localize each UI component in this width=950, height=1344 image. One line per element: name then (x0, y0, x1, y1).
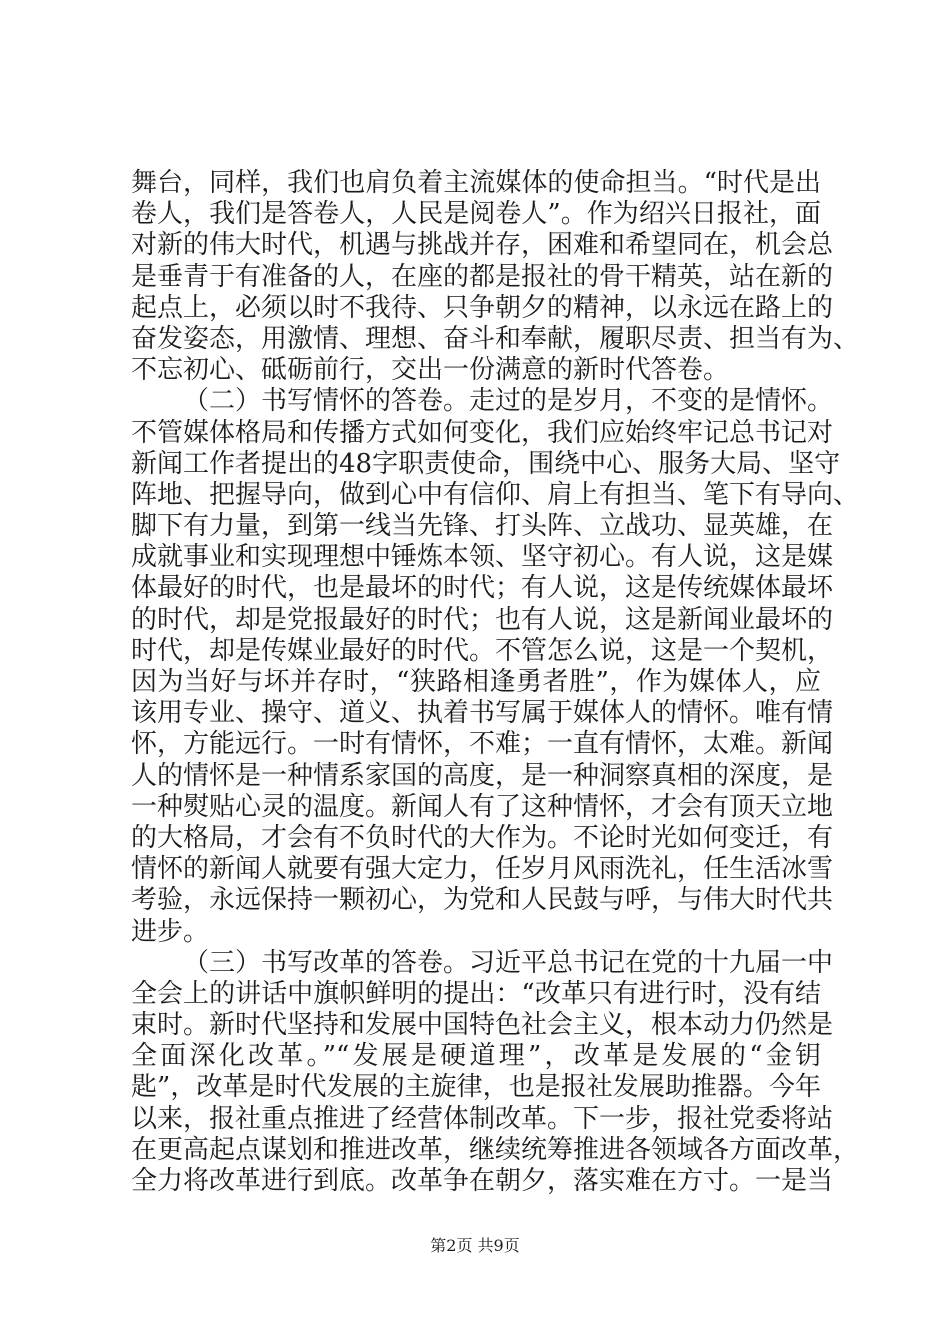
text-line: 时代，却是传媒业最好的时代。不管怎么说，这是一个契机， (131, 635, 834, 666)
text-line: 对新的伟大时代，机遇与挑战并存，困难和希望同在，机会总 (131, 230, 834, 261)
text-line: 全力将改革进行到底。改革争在朝夕，落实难在方寸。一是当 (131, 1166, 834, 1196)
paragraph (131, 947, 860, 1198)
text-line: 全会上的讲话中旗帜鲜明的提出：“改革只有进行时，没有结 (131, 978, 821, 1009)
text-line: 怀，方能远行。一时有情怀，不难；一直有情怀，太难。新闻 (131, 729, 834, 760)
text-line: 是垂青于有准备的人，在座的都是报社的骨干精英，站在新的 (131, 261, 834, 292)
text-line: 的大格局，才会有不负时代的大作为。不论时光如何变迁，有 (131, 822, 834, 853)
text-line: 阵地、把握导向，做到心中有信仰、肩上有担当、笔下有导向、 (131, 479, 860, 510)
text-line: 匙”，改革是时代发展的主旋律，也是报社发展助推器。今年 (131, 1072, 821, 1103)
page-footer: 第2页 共9页 (430, 1236, 520, 1255)
text-line: 不忘初心、砥砺前行，交出一份满意的新时代答卷。 (131, 355, 730, 386)
text-line: 全面深化改革。”“发展是硬道理”，改革是发展的“金钥 (131, 1041, 821, 1072)
text-line: 脚下有力量，到第一线当先锋、打头阵、立战功、显英雄，在 (131, 511, 834, 542)
text-line: （三）书写改革的答卷。习近平总书记在党的十九届一中 (183, 947, 834, 978)
text-line: 情怀的新闻人就要有强大定力，任岁月风雨洗礼，任生活冰雪 (131, 854, 834, 885)
text-line: 一种熨贴心灵的温度。新闻人有了这种情怀，才会有顶天立地 (131, 791, 834, 822)
text-line: 在更高起点谋划和推进改革，继续统筹推进各领域各方面改革， (131, 1134, 860, 1165)
paragraph (131, 386, 860, 947)
text-line: 该用专业、操守、道义、执着书写属于媒体人的情怀。唯有情 (131, 698, 834, 729)
text-line: 进步。 (131, 916, 210, 947)
text-line: 不管媒体格局和传播方式如何变化，我们应始终牢记总书记对 (131, 417, 834, 448)
text-line: 因为当好与坏并存时，“狭路相逢勇者胜”，作为媒体人，应 (131, 667, 821, 697)
document-body (131, 168, 860, 1197)
text-line: 束时。新时代坚持和发展中国特色社会主义，根本动力仍然是 (131, 1010, 834, 1041)
text-line: 起点上，必须以时不我待、只争朝夕的精神，以永远在路上的 (131, 292, 834, 323)
text-line: 舞台，同样，我们也肩负着主流媒体的使命担当。“时代是出 (131, 168, 821, 198)
text-line: （二）书写情怀的答卷。走过的是岁月，不变的是情怀。 (183, 386, 834, 417)
text-line: 成就事业和实现理想中锤炼本领、坚守初心。有人说，这是媒 (131, 542, 834, 573)
text-line: 考验，永远保持一颗初心，为党和人民鼓与呼，与伟大时代共 (131, 885, 834, 916)
text-line: 卷人，我们是答卷人，人民是阅卷人”。作为绍兴日报社，面 (131, 199, 821, 230)
text-line: 体最好的时代，也是最坏的时代；有人说，这是传统媒体最坏 (131, 573, 834, 604)
paragraph (131, 168, 860, 386)
text-line: 人的情怀是一种情系家国的高度，是一种洞察真相的深度，是 (131, 760, 834, 791)
text-line: 的时代，却是党报最好的时代；也有人说，这是新闻业最坏的 (131, 604, 834, 635)
text-line: 以来，报社重点推进了经营体制改革。下一步，报社党委将站 (131, 1103, 834, 1134)
text-line: 新闻工作者提出的48字职责使命，围绕中心、服务大局、坚守 (131, 448, 841, 479)
text-line: 奋发姿态，用激情、理想、奋斗和奉献，履职尽责、担当有为、 (131, 323, 860, 354)
